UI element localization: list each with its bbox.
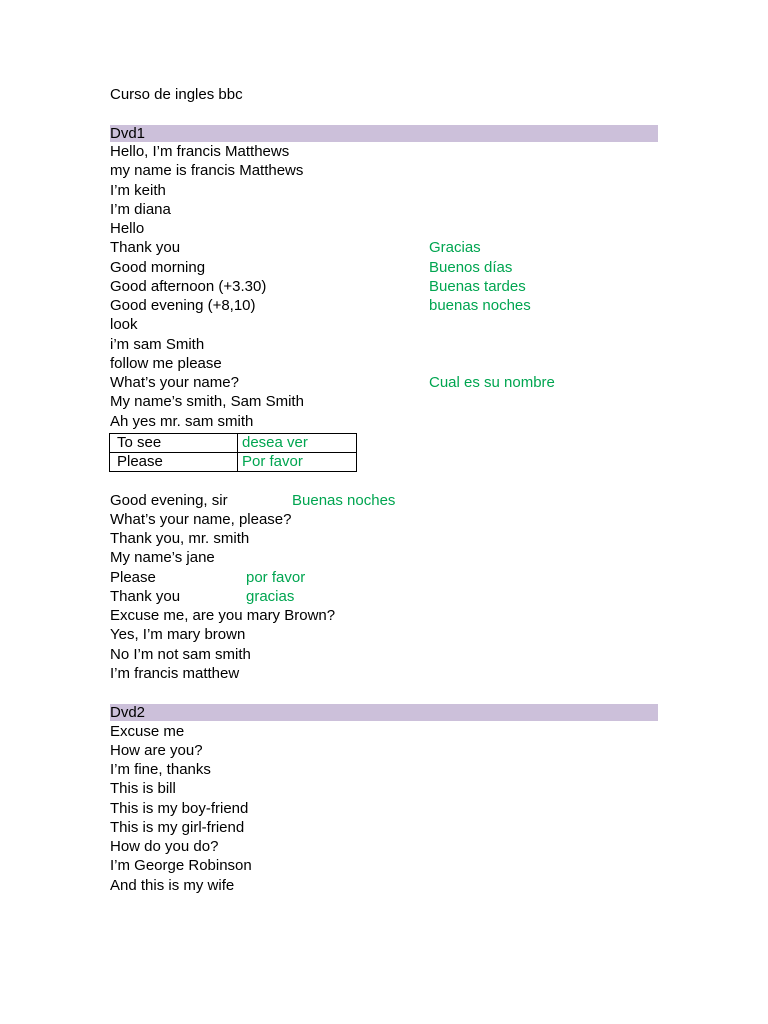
dvd1-line: Excuse me, are you mary Brown? bbox=[110, 607, 336, 624]
dvd1-line: My name’s smith, Sam Smith bbox=[110, 393, 304, 410]
translation-buenos-dias: Buenos días bbox=[429, 259, 513, 276]
dvd1-line: Good afternoon (+3.30) bbox=[110, 278, 267, 295]
table-cell-spanish: desea ver bbox=[238, 434, 357, 453]
dvd2-line: This is my girl-friend bbox=[110, 819, 245, 836]
dvd2-line: I’m fine, thanks bbox=[110, 761, 211, 778]
dvd2-line: This is bill bbox=[110, 780, 176, 797]
translation-por-favor: por favor bbox=[246, 569, 306, 586]
dvd2-line: How do you do? bbox=[110, 838, 219, 855]
table-cell-english: Please bbox=[110, 453, 238, 472]
dvd1-line: Please bbox=[110, 569, 156, 586]
table-cell-spanish: Por favor bbox=[238, 453, 357, 472]
dvd1-line: look bbox=[110, 316, 138, 333]
translation-gracias: Gracias bbox=[429, 239, 481, 256]
dvd1-line: Hello bbox=[110, 220, 145, 237]
dvd1-line: My name’s jane bbox=[110, 549, 215, 566]
dvd2-line: This is my boy-friend bbox=[110, 800, 249, 817]
dvd1-line: Thank you bbox=[110, 239, 181, 256]
dvd1-line: Ah yes mr. sam smith bbox=[110, 413, 254, 430]
dvd1-line: What’s your name, please? bbox=[110, 511, 292, 528]
dvd1-line: Thank you bbox=[110, 588, 181, 605]
dvd2-line: Excuse me bbox=[110, 723, 185, 740]
table-row bbox=[110, 434, 357, 453]
dvd1-line: Good evening (+8,10) bbox=[110, 297, 256, 314]
dvd1-line: my name is francis Matthews bbox=[110, 162, 304, 179]
dvd1-line: I’m diana bbox=[110, 201, 171, 218]
translation-buenas-noches: buenas noches bbox=[429, 297, 531, 314]
section-header-dvd1: Dvd1 bbox=[110, 125, 658, 142]
table-row bbox=[110, 453, 357, 472]
dvd1-line: Thank you, mr. smith bbox=[110, 530, 250, 547]
dvd1-line: No I’m not sam smith bbox=[110, 646, 251, 663]
vocabulary-table bbox=[109, 433, 357, 472]
dvd1-line: Yes, I’m mary brown bbox=[110, 626, 246, 643]
dvd2-line: I’m George Robinson bbox=[110, 857, 252, 874]
dvd2-line: How are you? bbox=[110, 742, 203, 759]
section-header-dvd2: Dvd2 bbox=[110, 704, 658, 721]
dvd2-line: And this is my wife bbox=[110, 877, 235, 894]
dvd1-line: I’m francis matthew bbox=[110, 665, 240, 682]
dvd1-line: What’s your name? bbox=[110, 374, 239, 391]
dvd1-line: follow me please bbox=[110, 355, 222, 372]
dvd1-line: Hello, I’m francis Matthews bbox=[110, 143, 290, 160]
dvd1-line: Good evening, sir bbox=[110, 492, 228, 509]
translation-buenas-noches-sir: Buenas noches bbox=[292, 492, 396, 509]
translation-cual-es-su-nombre: Cual es su nombre bbox=[429, 374, 555, 391]
translation-gracias-2: gracias bbox=[246, 588, 295, 605]
dvd1-line: I’m keith bbox=[110, 182, 166, 199]
translation-buenas-tardes: Buenas tardes bbox=[429, 278, 526, 295]
document-title: Curso de ingles bbc bbox=[110, 86, 243, 103]
dvd1-line: i’m sam Smith bbox=[110, 336, 205, 353]
dvd1-line: Good morning bbox=[110, 259, 206, 276]
table-cell-english: To see bbox=[110, 434, 238, 453]
